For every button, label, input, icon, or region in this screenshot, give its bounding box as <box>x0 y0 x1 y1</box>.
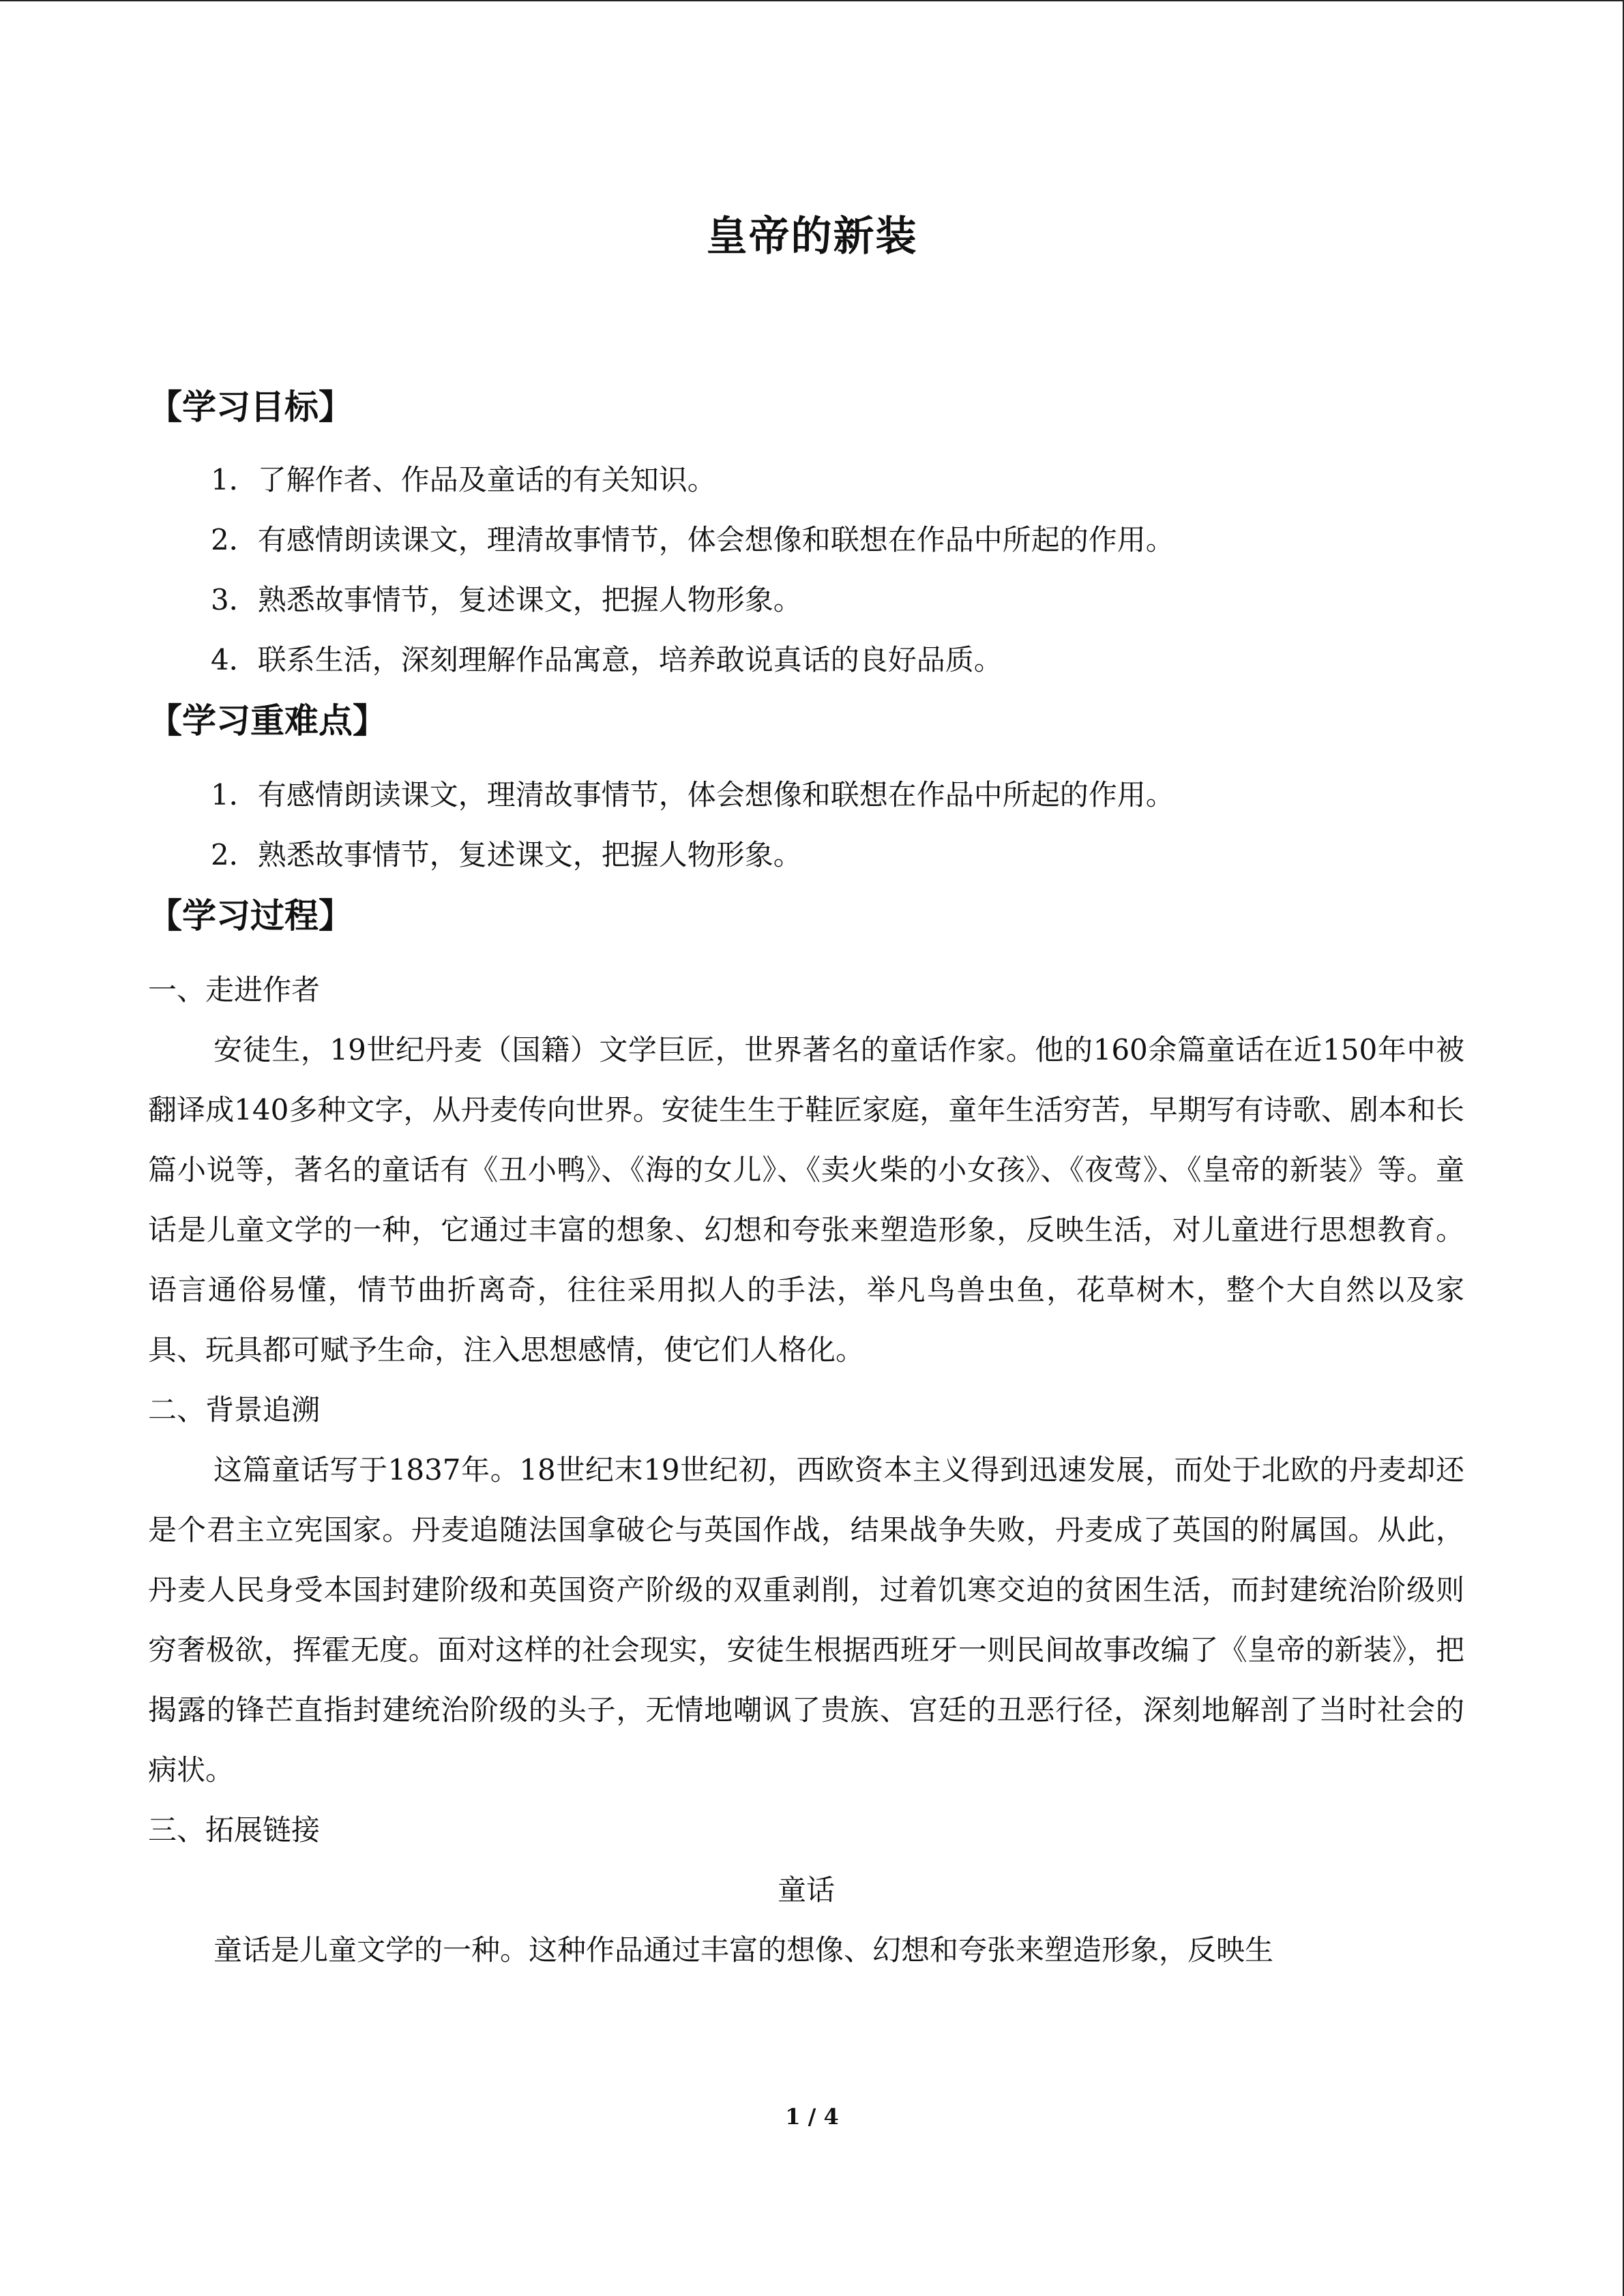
process-heading: 【学习过程】 <box>148 896 353 936</box>
key-point-item: 2．熟悉故事情节，复述课文，把握人物形象。 <box>211 838 802 871</box>
objective-item: 4．联系生活，深刻理解作品寓意，培养敢说真话的良好品质。 <box>211 643 1003 676</box>
objectives-heading: 【学习目标】 <box>148 387 353 427</box>
background-subheading: 二、背景追溯 <box>148 1393 321 1427</box>
author-paragraph: 安徒生，19世纪丹麦（国籍）文学巨匠，世界著名的童话作家。他的160余篇童话在近150年中被翻译成140多种文字，从丹麦传向世界。安徒生生于鞋匠家庭，童年生活穷苦，早期写有诗歌、剧本和长篇小说等，著名的童话有《丑小鸭》、《海的女儿》、《卖火柴的小女孩》、《夜莺》、《皇帝的新装》等。童话是儿童文学的一种，它通过丰富的想象、幻想和夸张来塑造形象，反映生活，对儿童进行思想教育。语言通俗易懂，情节曲折离奇，往往采用拟人的手法，举凡鸟兽虫鱼，花草树木，整个大自然以及家具、玩具都可赋予生命，注入思想感情，使它们人格化。 <box>148 1033 1464 1367</box>
background-paragraph: 这篇童话写于1837年。18世纪末19世纪初，西欧资本主义得到迅速发展，而处于北欧的丹麦却还是个君主立宪国家。丹麦追随法国拿破仑与英国作战，结果战争失败，丹麦成了英国的附属国。从此，丹麦人民身受本国封建阶级和英国资产阶级的双重剥削，过着饥寒交迫的贫困生活，而封建统治阶级则穷奢极欲，挥霍无度。面对这样的社会现实，安徒生根据西班牙一则民间故事改编了《皇帝的新装》，把揭露的锋芒直指封建统治阶级的头子，无情地嘲讽了贵族、宫廷的丑恶行径，深刻地解剖了当时社会的病状。 <box>148 1453 1464 1787</box>
objective-item: 3．熟悉故事情节，复述课文，把握人物形象。 <box>211 583 802 616</box>
key-points-heading: 【学习重难点】 <box>148 701 387 741</box>
fairy-tale-paragraph: 童话是儿童文学的一种。这种作品通过丰富的想像、幻想和夸张来塑造形象，反映生 <box>213 1933 1274 1967</box>
author-subheading: 一、走进作者 <box>148 973 321 1007</box>
document-title: 皇帝的新装 <box>706 213 918 260</box>
page-number: 1 / 4 <box>785 2104 839 2130</box>
document-body <box>148 376 1464 1980</box>
extension-subheading: 三、拓展链接 <box>148 1813 321 1847</box>
objective-item: 1．了解作者、作品及童话的有关知识。 <box>211 463 716 496</box>
key-point-item: 1．有感情朗读课文，理清故事情节，体会想像和联想在作品中所起的作用。 <box>211 778 1175 811</box>
fairy-tale-subtitle: 童话 <box>777 1873 835 1907</box>
objective-item: 2．有感情朗读课文，理清故事情节，体会想像和联想在作品中所起的作用。 <box>211 523 1175 556</box>
